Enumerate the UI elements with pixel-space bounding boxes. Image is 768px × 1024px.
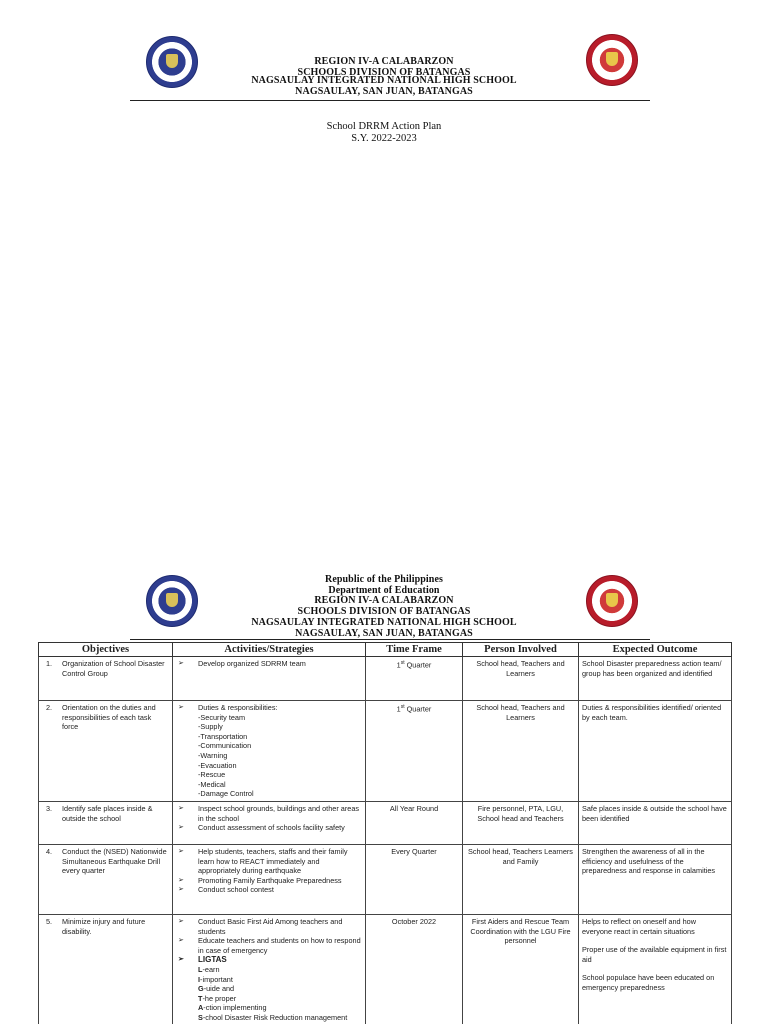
time-frame-cell: All Year Round (366, 802, 463, 845)
time-frame-suffix: st (400, 704, 405, 710)
ligtas-acronym-list (176, 965, 362, 1023)
time-frame-cell: October 2022 (366, 915, 463, 1024)
ligtas-line (198, 994, 362, 1004)
task-force-item: -Medical (198, 779, 226, 789)
header-department: Department of Education (328, 585, 440, 596)
outcome-paragraph: Helps to reflect on oneself and how everyone react in certain situations (582, 917, 696, 936)
outcome-paragraph: Proper use of the available equipment in first aid (582, 945, 727, 964)
table-row (39, 657, 732, 701)
row-number: 4. (46, 847, 53, 856)
table-row (39, 845, 732, 915)
objective-cell (39, 657, 173, 701)
ligtas-word: -uide and (203, 984, 235, 994)
ligtas-letter: I (198, 974, 201, 984)
header-school: NAGSAULAY INTEGRATED NATIONAL HIGH SCHOOL (251, 617, 517, 628)
row-number: 2. (46, 703, 53, 712)
objective-text: Conduct the (NSED) Nationwide Simultaneous Earthquake Drill every quarter (62, 847, 167, 876)
objective-text: Orientation on the duties and responsibilities of each task force (62, 703, 156, 732)
header-division: SCHOOLS DIVISION OF BATANGAS (297, 606, 471, 617)
expected-outcome-cell (579, 915, 732, 1024)
drrm-action-plan-table (38, 642, 732, 1024)
person-involved-cell: School head, Teachers Learners and Family (463, 845, 579, 915)
activity-item: ➢ Help students, teachers, staffs and their family learn how to REACT immediately and appropriately during earthquake (176, 847, 362, 876)
ligtas-letter: L (198, 964, 203, 974)
objective-text: Minimize injury and future disability. (62, 917, 146, 936)
activities-cell (173, 845, 366, 915)
ligtas-letter: T (198, 993, 203, 1003)
header-school: NAGSAULAY INTEGRATED NATIONAL HIGH SCHOOL (251, 75, 517, 86)
person-involved-cell: School head, Teachers and Learners (463, 701, 579, 802)
ligtas-line (198, 1013, 362, 1023)
ligtas-line (198, 975, 362, 985)
task-force-item: -Rescue (198, 770, 226, 780)
person-involved-cell: School head, Teachers and Learners (463, 657, 579, 701)
ligtas-line (198, 984, 362, 994)
time-frame-suffix: st (400, 660, 405, 666)
table-row (39, 802, 732, 845)
table-header-row (39, 643, 732, 657)
objective-text: Identify safe places inside & outside the school (62, 804, 153, 823)
time-frame-cell (366, 701, 463, 802)
document-title: School DRRM Action Plan (326, 121, 442, 132)
time-frame-text: Quarter (404, 660, 432, 670)
table-row (39, 915, 732, 1024)
ligtas-word: -chool Disaster Risk Reduction management (202, 1012, 348, 1022)
activities-cell (173, 915, 366, 1024)
time-frame-number: 1 (396, 660, 401, 670)
column-header-expected-outcome: Expected Outcome (579, 643, 732, 657)
column-header-time-frame: Time Frame (366, 643, 463, 657)
activities-cell (173, 657, 366, 701)
task-force-item: -Evacuation (198, 760, 237, 770)
header-region: REGION IV-A CALABARZON (314, 56, 454, 67)
activity-item: ➢ Inspect school grounds, buildings and other areas in the school (176, 804, 362, 823)
time-frame-cell: Every Quarter (366, 845, 463, 915)
task-force-item: -Damage Control (198, 789, 254, 799)
activity-item: ➢ Educate teachers and students on how to respond in case of emergency (176, 936, 362, 955)
ligtas-letter: S (198, 1012, 203, 1022)
time-frame-cell (366, 657, 463, 701)
task-force-item: -Supply (198, 722, 223, 732)
objective-cell (39, 802, 173, 845)
person-involved-cell: First Aiders and Rescue Team Coordination with the LGU Fire personnel (463, 915, 579, 1024)
activity-item: ➢ Conduct school contest (176, 885, 362, 895)
ligtas-word: -ction implementing (203, 1003, 267, 1013)
task-force-list (176, 713, 362, 799)
expected-outcome-cell: Duties & responsibilities identified/ oriented by each team. (579, 701, 732, 802)
column-header-objectives: Objectives (39, 643, 173, 657)
expected-outcome-cell: Strengthen the awareness of all in the efficiency and usefulness of the preparedness and response in calamities (579, 845, 732, 915)
header-division: SCHOOLS DIVISION OF BATANGAS (297, 67, 471, 78)
task-force-item: -Communication (198, 741, 252, 751)
activity-item: ➢ Conduct assessment of schools facility safety (176, 823, 362, 833)
page-2 (0, 565, 768, 1024)
task-force-item: -Transportation (198, 731, 248, 741)
ligtas-word: -important (200, 974, 233, 984)
header-address: NAGSAULAY, SAN JUAN, BATANGAS (295, 86, 473, 97)
activity-item: ➢ Duties & responsibilities: (176, 703, 362, 713)
row-number: 3. (46, 804, 53, 813)
ligtas-label: ➢ LIGTAS (176, 955, 362, 965)
objective-cell (39, 915, 173, 1024)
ligtas-line (198, 1003, 362, 1013)
objective-text: Organization of School Disaster Control Group (62, 659, 165, 678)
activities-cell (173, 802, 366, 845)
expected-outcome-cell: School Disaster preparedness action team/ group has been organized and identified (579, 657, 732, 701)
task-force-item: -Security team (198, 712, 246, 722)
objective-cell (39, 701, 173, 802)
table-row (39, 701, 732, 802)
ligtas-line (198, 965, 362, 975)
header-rule (130, 639, 650, 640)
time-frame-number: 1 (396, 704, 401, 714)
activities-cell (173, 701, 366, 802)
activity-item: ➢ Conduct Basic First Aid Among teachers and students (176, 917, 362, 936)
header-republic: Republic of the Philippines (325, 574, 443, 585)
header-rule (130, 100, 650, 101)
task-force-item: -Warning (198, 750, 228, 760)
objective-cell (39, 845, 173, 915)
column-header-activities: Activities/Strategies (173, 643, 366, 657)
outcome-paragraph: School populace have been educated on emergency preparedness (582, 973, 715, 992)
column-header-person-involved: Person Involved (463, 643, 579, 657)
ligtas-letter: G (198, 984, 204, 994)
ligtas-letter: A (198, 1003, 204, 1013)
activity-item: ➢ Develop organized SDRRM team (176, 659, 362, 669)
row-number: 5. (46, 917, 53, 926)
row-number: 1. (46, 659, 53, 668)
school-year: S.Y. 2022-2023 (351, 133, 417, 144)
header-region: REGION IV-A CALABARZON (314, 595, 454, 606)
header-address: NAGSAULAY, SAN JUAN, BATANGAS (295, 628, 473, 639)
ligtas-word: -earn (202, 964, 220, 974)
ligtas-word: -he proper (202, 993, 237, 1003)
time-frame-text: Quarter (404, 704, 432, 714)
person-involved-cell: Fire personnel, PTA, LGU, School head and Teachers (463, 802, 579, 845)
expected-outcome-cell: Safe places inside & outside the school have been identified (579, 802, 732, 845)
activity-item: ➢ Promoting Family Earthquake Preparedness (176, 876, 362, 886)
